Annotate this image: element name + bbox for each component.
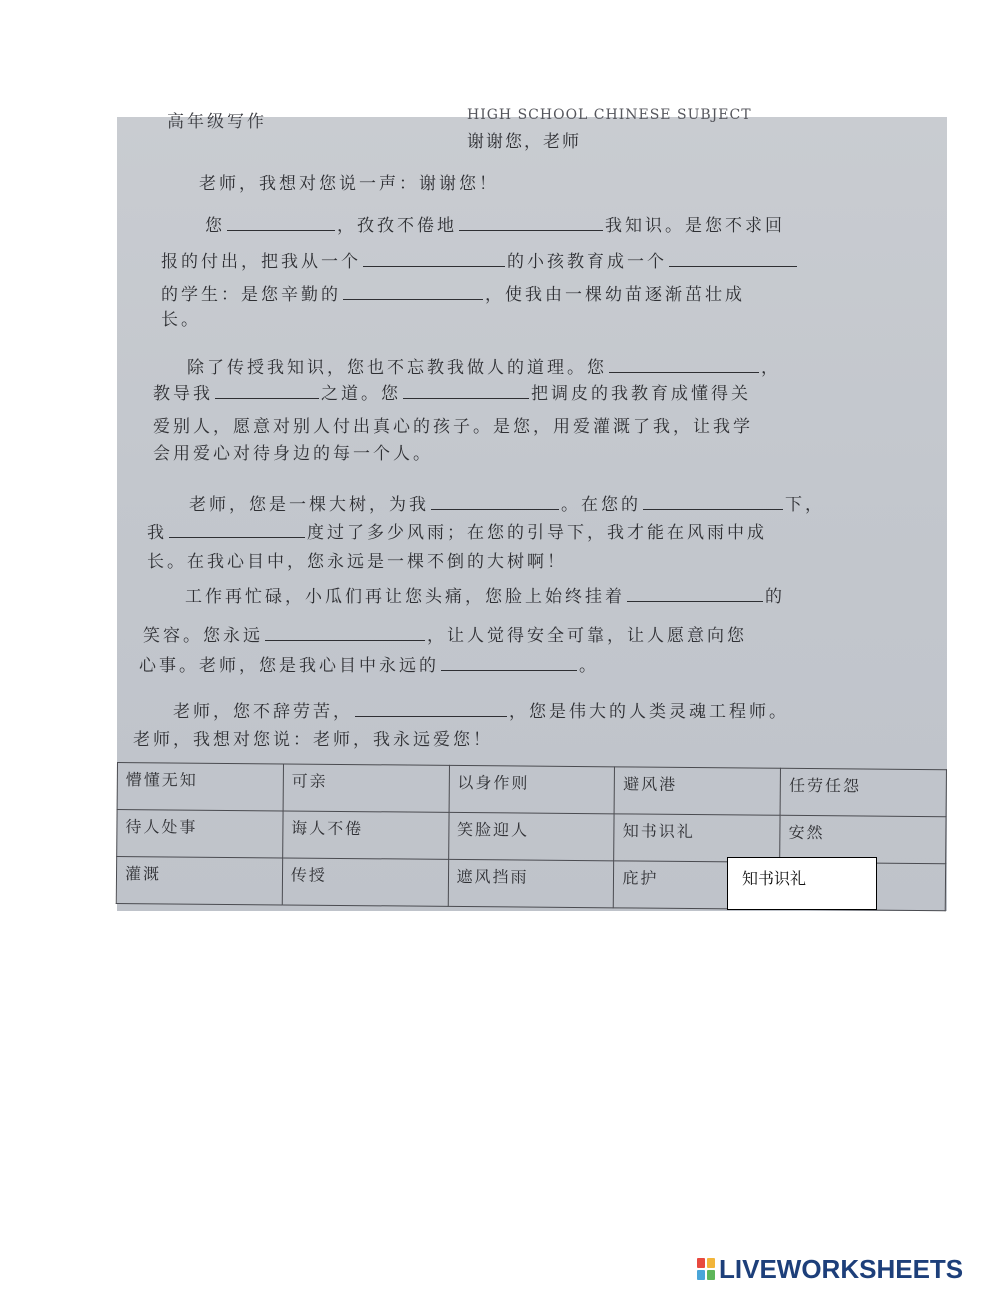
word-bank-cell: 以身作则 bbox=[449, 765, 615, 813]
line-text: 长。在我心目中，您永远是一棵不倒的大树啊！ bbox=[147, 552, 567, 572]
worksheet-line bbox=[161, 280, 745, 305]
line-text: 老师，您不辞劳苦， bbox=[173, 702, 353, 722]
word-bank-cell: 任劳任怨 bbox=[780, 768, 946, 816]
logo-cube bbox=[707, 1270, 715, 1280]
word-bank-row bbox=[117, 763, 946, 817]
line-text: 的学生：是您辛勤的 bbox=[161, 285, 341, 305]
line-text: 除了传授我知识，您也不忘教我做人的道理。您 bbox=[187, 358, 607, 378]
line-text: 老师，您是一棵大树，为我 bbox=[189, 495, 429, 515]
logo-text: LIVEWORKSHEETS bbox=[719, 1253, 964, 1284]
line-text: 度过了多少风雨；在您的引导下，我才能在风雨中成 bbox=[307, 523, 767, 543]
worksheet-line bbox=[205, 211, 785, 236]
line-text: 下， bbox=[785, 495, 825, 515]
worksheet-photo bbox=[117, 107, 947, 911]
line-text: 我知识。是您不求回 bbox=[605, 216, 785, 236]
fill-in-blank[interactable] bbox=[227, 214, 335, 231]
fill-in-blank[interactable] bbox=[431, 493, 559, 510]
word-bank-cell: 传授 bbox=[282, 858, 448, 906]
fill-in-blank[interactable] bbox=[669, 250, 797, 267]
worksheet-line bbox=[139, 651, 599, 676]
line-text: 爱别人，愿意对别人付出真心的孩子。是您，用爱灌溉了我，让我学 bbox=[153, 417, 753, 437]
answer-input-value: 知书识礼 bbox=[742, 869, 807, 888]
worksheet-line bbox=[199, 169, 499, 194]
liveworksheets-logo bbox=[697, 1253, 963, 1285]
worksheet-title: 谢谢您，老师 bbox=[467, 132, 581, 152]
line-text: 会用爱心对待身边的每一个人。 bbox=[153, 444, 433, 464]
fill-in-blank[interactable] bbox=[627, 585, 763, 602]
line-text: 您 bbox=[205, 216, 225, 236]
header-right: HIGH SCHOOL CHINESE SUBJECT bbox=[467, 107, 752, 123]
worksheet-line bbox=[133, 725, 493, 750]
logo-cubes-icon bbox=[697, 1258, 715, 1280]
line-text: 的 bbox=[765, 587, 785, 607]
worksheet-line bbox=[187, 353, 781, 378]
logo-cube bbox=[697, 1258, 705, 1268]
line-text: 我 bbox=[147, 523, 167, 543]
line-text: 笑容。您永远 bbox=[143, 626, 263, 646]
line-text: 教导我 bbox=[153, 384, 213, 404]
line-text: 把调皮的我教育成懂得关 bbox=[531, 384, 751, 404]
worksheet-line bbox=[185, 582, 785, 607]
word-bank-cell: 避风港 bbox=[614, 767, 780, 815]
worksheet-line bbox=[161, 247, 799, 272]
line-text: 。 bbox=[579, 656, 599, 676]
line-text: 心事。老师，您是我心目中永远的 bbox=[139, 656, 439, 676]
word-bank-cell: 庇护 bbox=[614, 861, 780, 909]
worksheet-line bbox=[153, 412, 753, 437]
fill-in-blank[interactable] bbox=[459, 214, 603, 231]
word-bank-row bbox=[117, 810, 946, 864]
line-text: ，您是伟大的人类灵魂工程师。 bbox=[509, 702, 789, 722]
fill-in-blank[interactable] bbox=[265, 624, 425, 641]
word-bank-cell: 诲人不倦 bbox=[282, 811, 448, 859]
word-bank-cell: 知书识礼 bbox=[614, 814, 780, 862]
line-text: ，使我由一棵幼苗逐渐茁壮成 bbox=[485, 285, 745, 305]
word-bank-cell: 懵懂无知 bbox=[117, 763, 283, 811]
line-text: 之道。您 bbox=[321, 384, 401, 404]
word-bank-cell: 灌溉 bbox=[116, 857, 282, 905]
line-text: 的小孩教育成一个 bbox=[507, 252, 667, 272]
worksheet-line bbox=[173, 697, 789, 722]
fill-in-blank[interactable] bbox=[355, 700, 507, 717]
fill-in-blank[interactable] bbox=[215, 382, 319, 399]
word-bank-cell: 可亲 bbox=[283, 764, 449, 812]
fill-in-blank[interactable] bbox=[403, 382, 529, 399]
line-text: ，孜孜不倦地 bbox=[337, 216, 457, 236]
worksheet-line bbox=[147, 518, 767, 543]
answer-input-box[interactable] bbox=[727, 857, 877, 910]
worksheet-line bbox=[147, 547, 567, 572]
line-text: 老师，我想对您说一声：谢谢您！ bbox=[199, 174, 499, 194]
word-bank-cell: 安然 bbox=[780, 815, 946, 863]
line-text: 长。 bbox=[161, 310, 201, 330]
logo-cube bbox=[697, 1270, 705, 1280]
fill-in-blank[interactable] bbox=[609, 356, 759, 373]
fill-in-blank[interactable] bbox=[441, 654, 577, 671]
fill-in-blank[interactable] bbox=[169, 521, 305, 538]
word-bank-cell: 笑脸迎人 bbox=[448, 812, 614, 860]
fill-in-blank[interactable] bbox=[363, 250, 505, 267]
line-text: 工作再忙碌，小瓜们再让您头痛，您脸上始终挂着 bbox=[185, 587, 625, 607]
word-bank-cell: 遮风挡雨 bbox=[448, 859, 614, 907]
line-text: ，让人觉得安全可靠，让人愿意向您 bbox=[427, 626, 747, 646]
line-text: 报的付出，把我从一个 bbox=[161, 252, 361, 272]
line-text: 老师，我想对您说：老师，我永远爱您！ bbox=[133, 730, 493, 750]
fill-in-blank[interactable] bbox=[343, 283, 483, 300]
fill-in-blank[interactable] bbox=[643, 493, 783, 510]
worksheet-line bbox=[161, 305, 201, 330]
line-text: 。在您的 bbox=[561, 495, 641, 515]
word-bank-cell: 待人处事 bbox=[117, 810, 283, 858]
logo-cube bbox=[707, 1258, 715, 1268]
worksheet-line bbox=[143, 621, 747, 646]
worksheet-line bbox=[189, 490, 825, 515]
worksheet-line bbox=[153, 439, 433, 464]
line-text: ， bbox=[761, 358, 781, 378]
worksheet-line bbox=[153, 379, 751, 404]
header-left: 高年级写作 bbox=[167, 112, 267, 132]
